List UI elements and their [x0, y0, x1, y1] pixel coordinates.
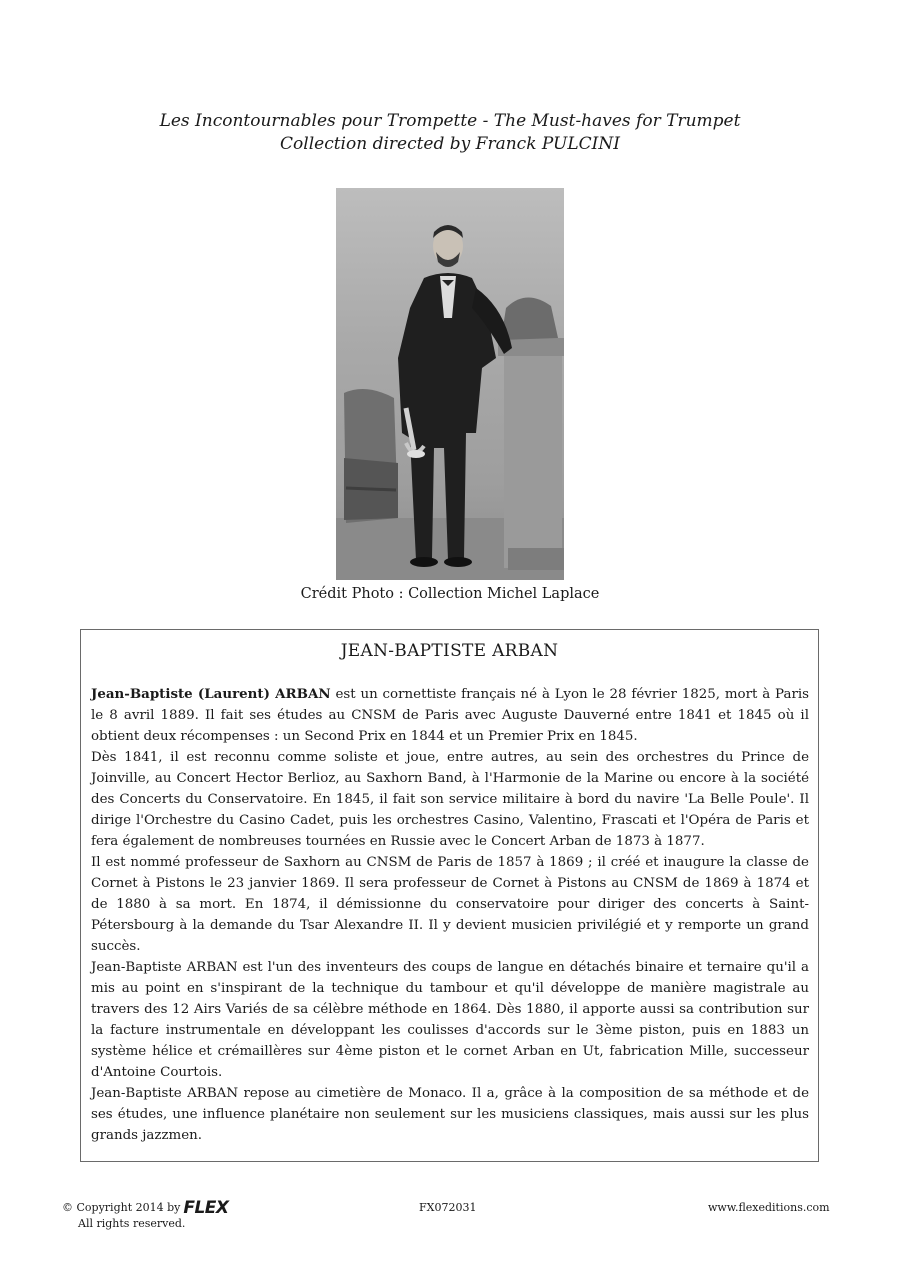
bio-paragraph-2: Dès 1841, il est reconnu comme soliste et joue, entre autres, au sein des orchestres du Prince de Joinville, au Concert Hector Berlioz, au Saxhorn Band, à l'Harmonie de la Marine ou encore à la société des Concerts du Conservatoire. En 1845, il fait son service militaire à bord du navire 'La Belle Poule'. Il dirige l'Orchestre du Casino Cadet, puis les orchestres Casino, Valentino, Frascati et l'Opéra de Paris et fera également de nombreuses tournées en Russie avec le Concert Arban de 1873 à 1877.: [91, 750, 809, 849]
website-link[interactable]: www.flexeditions.com: [708, 1201, 830, 1214]
collection-director: Collection directed by Franck PULCINI: [280, 134, 620, 154]
bio-subject-name: Jean-Baptiste (Laurent) ARBAN: [91, 686, 331, 702]
flex-logo: FLEX: [183, 1198, 229, 1218]
arban-portrait-photo: [336, 188, 564, 580]
bio-paragraph-1-text: est un cornettiste français né à Lyon le 28 février 1825, mort à Paris le 8 avril 1889. Il fait ses études au CNSM de Paris avec Auguste Dauverné entre 1841 et 1845 où il obtient deux récompenses : un Second Prix en 1844 et un Premier Prix en 1845.: [91, 687, 809, 744]
copyright-text: © Copyright 2014 by: [62, 1201, 181, 1214]
collection-header: [0, 110, 900, 156]
copyright-notice: [62, 1200, 229, 1232]
rights-reserved: All rights reserved.: [78, 1217, 186, 1230]
bio-paragraph-1: [91, 684, 809, 747]
bio-paragraph-5: Jean-Baptiste ARBAN repose au cimetière de Monaco. Il a, grâce à la composition de sa méthode et de ses études, une influence planétaire non seulement sur les musiciens classiques, mais aussi sur les plus grands jazzmen.: [91, 1086, 809, 1143]
portrait-illustration: [336, 188, 564, 580]
product-code: FX072031: [419, 1201, 477, 1214]
series-title: Les Incontournables pour Trompette - The Must-haves for Trumpet: [159, 111, 741, 131]
photo-credit: Crédit Photo : Collection Michel Laplace: [300, 586, 600, 602]
biography-title: JEAN-BAPTISTE ARBAN: [340, 641, 559, 661]
biography-box: [80, 629, 819, 1162]
bio-paragraph-3: Il est nommé professeur de Saxhorn au CNSM de Paris de 1857 à 1869 ; il créé et inaugure la classe de Cornet à Pistons le 23 janvier 1869. Il sera professeur de Cornet à Pistons au CNSM de 1869 à 1874 et de 1880 à sa mort. En 1874, il démissionne du conservatoire pour diriger des concerts à Saint-Pétersbourg à la demande du Tsar Alexandre II. Il y devient musicien privilégié et y remporte un grand succès.: [91, 855, 809, 954]
bio-paragraph-4: Jean-Baptiste ARBAN est l'un des inventeurs des coups de langue en détachés binaire et ternaire qu'il a mis au point en s'inspirant de la technique du tambour et qu'il développe de manière magistrale au travers des 12 Airs Variés de sa célèbre méthode en 1864. Dès 1880, il apporte aussi sa contribution sur la facture instrumentale en développant les coulisses d'accords sur le 3ème piston, puis en 1883 un système hélice et crémaillères sur 4ème piston et le cornet Arban en Ut, fabrication Mille, successeur d'Antoine Courtois.: [91, 960, 809, 1080]
biography-text: [91, 684, 809, 1146]
